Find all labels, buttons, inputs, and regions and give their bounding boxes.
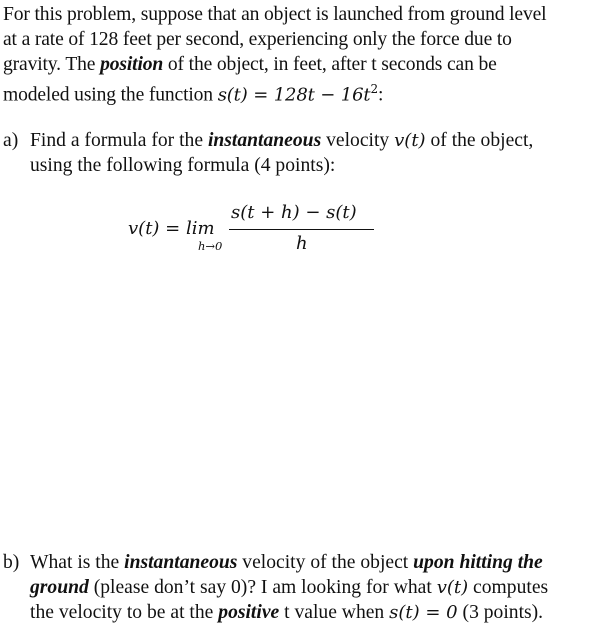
function-exponent: 2: [370, 82, 378, 96]
intro-text: of the object, in feet, after t seconds can be: [163, 54, 497, 75]
emphasis-ground: ground: [30, 577, 89, 598]
part-a-text: of the object,: [425, 130, 534, 151]
formula-denominator: h: [296, 233, 308, 254]
part-b-text: velocity of the object: [237, 552, 414, 573]
limit-definition-formula: [128, 200, 388, 262]
formula-lhs-text: v(t) = lim: [128, 218, 215, 239]
part-b-text: (3 points).: [457, 602, 544, 623]
formula-lhs: [128, 218, 215, 239]
intro-text: gravity. The: [3, 54, 101, 75]
part-b-text: (please don’t say 0)? I am looking for what: [88, 577, 437, 598]
part-b-text: t value when: [279, 602, 390, 623]
intro-line-3: [3, 52, 615, 77]
intro-line-2: [3, 27, 615, 52]
intro-line-4: [3, 77, 615, 108]
intro-text: :: [377, 84, 384, 106]
fraction-bar: [229, 229, 374, 230]
velocity-symbol: v(t): [394, 130, 426, 151]
position-function: s(t) = 128t − 16t: [217, 84, 371, 106]
formula-numerator: s(t + h) − s(t): [231, 202, 357, 223]
emphasis-instantaneous: instantaneous: [207, 130, 322, 151]
part-a-text: Find a formula for the: [30, 130, 208, 151]
intro-text: For this problem, suppose that an object is launched from ground level: [3, 4, 547, 25]
emphasis-positive: positive: [218, 602, 280, 623]
part-a-body: [30, 128, 533, 178]
part-b-body: [30, 550, 548, 625]
intro-text: modeled using the function: [3, 84, 218, 106]
emphasis-instantaneous: instantaneous: [124, 552, 238, 573]
part-b-text: computes: [468, 577, 549, 598]
part-a-text: velocity: [321, 130, 395, 151]
problem-intro: [3, 2, 615, 108]
part-b-label: b): [3, 552, 20, 573]
velocity-symbol: v(t): [436, 577, 469, 598]
root-condition: s(t) = 0: [389, 602, 458, 623]
emphasis-upon-hitting: upon hitting the: [413, 552, 543, 573]
intro-line-1: [3, 2, 615, 27]
emphasis-position: position: [100, 54, 164, 75]
limit-subscript: h→0: [198, 239, 223, 253]
part-b-text: the velocity to be at the: [30, 602, 219, 623]
intro-text: at a rate of 128 feet per second, experiencing only the force due to: [3, 29, 512, 50]
part-a-text: using the following formula (4 points):: [30, 155, 336, 176]
part-a-label: a): [3, 130, 19, 151]
part-b-text: What is the: [30, 552, 125, 573]
